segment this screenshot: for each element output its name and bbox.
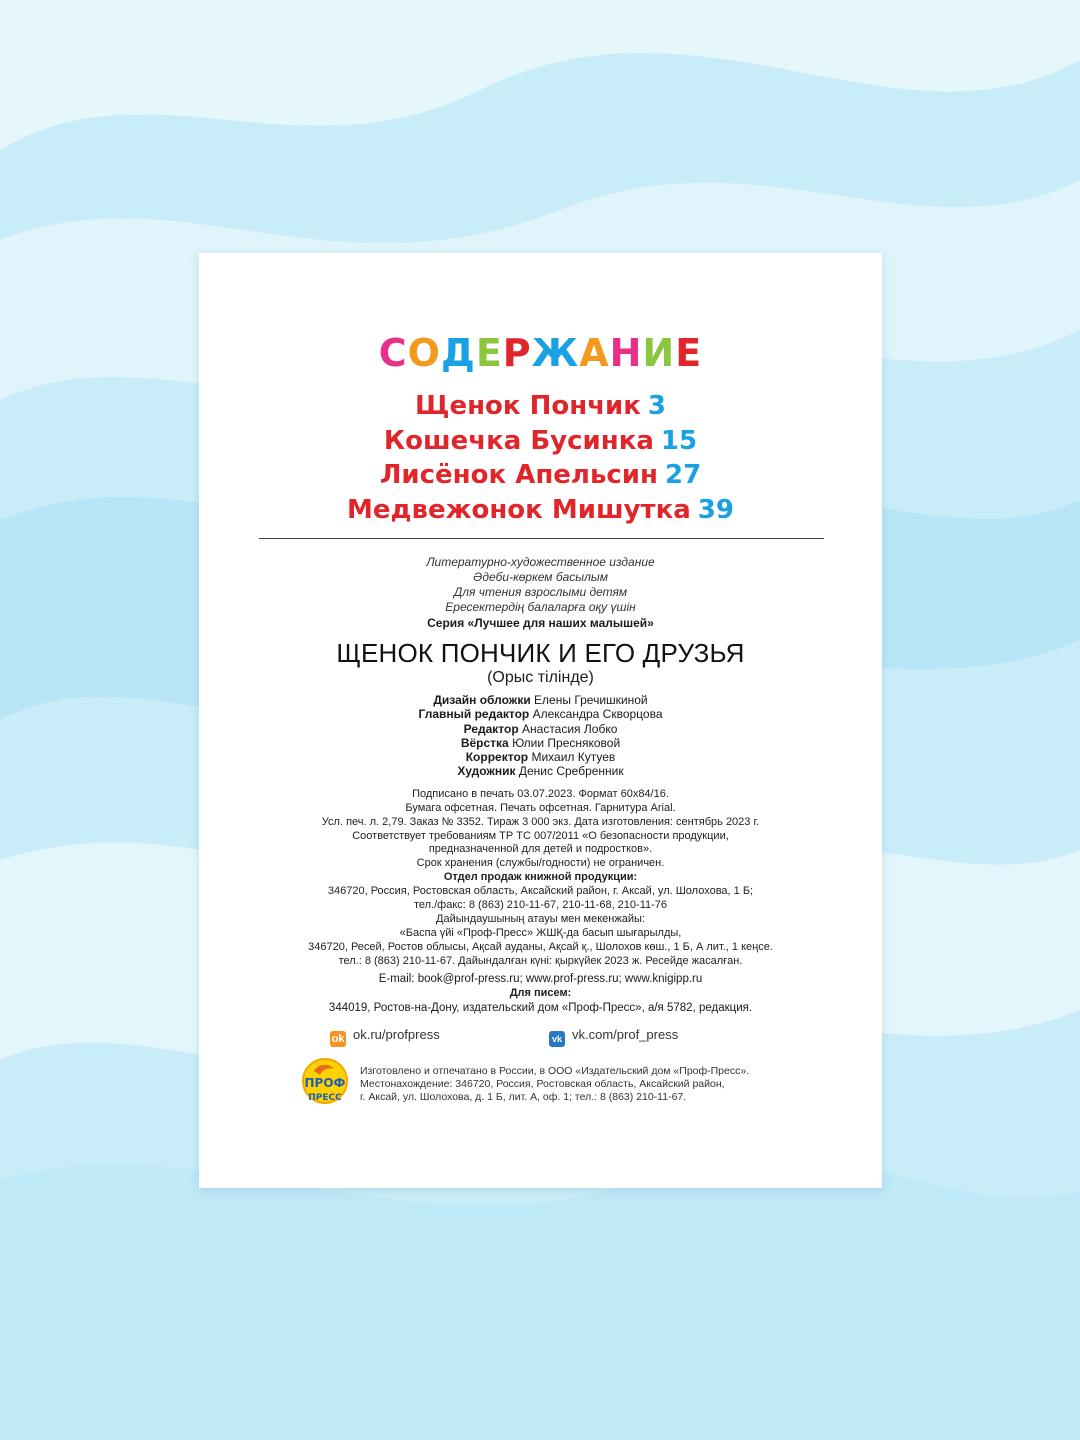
edition-type: Литературно-художественное издание bbox=[426, 555, 655, 569]
letters-address: 344019, Ростов-на-Дону, издательский дом «Проф-Пресс», а/я 5782, редакция. bbox=[328, 1002, 753, 1015]
heading-letter: Ж bbox=[531, 331, 580, 375]
credit-line: Главный редактор Александра Скворцова bbox=[418, 707, 663, 722]
technical-line: 346720, Россия, Ростовская область, Аксайский район, г. Аксай, ул. Шолохова, 1 Б; bbox=[327, 885, 754, 898]
svg-text:ПРЕСС: ПРЕСС bbox=[308, 1093, 342, 1103]
audience-note-kazakh: Ересектердің балаларға оқу үшін bbox=[445, 600, 636, 614]
technical-line: Срок хранения (службы/годности) не ограничен. bbox=[416, 857, 665, 870]
heading-letter: А bbox=[579, 331, 610, 375]
contact-email-line: E-mail: book@prof-press.ru; www.prof-press.ru; www.knigipp.ru bbox=[378, 972, 703, 985]
heading-letter: И bbox=[642, 331, 676, 375]
language-note: (Орыс тілінде) bbox=[487, 669, 594, 686]
toc-page-number: 27 bbox=[665, 460, 702, 490]
book-page bbox=[199, 253, 882, 1188]
toc-page-number: 39 bbox=[697, 494, 734, 525]
technical-line: тел./факс: 8 (863) 210-11-67, 210-11-68, 210-11-76 bbox=[413, 899, 668, 912]
technical-line: Усл. печ. л. 2,79. Заказ № 3352. Тираж 3 000 экз. Дата изготовления: сентябрь 2023 г. bbox=[321, 815, 760, 828]
edition-type-kazakh: Әдеби-көркем басылым bbox=[473, 570, 608, 584]
technical-line: Соответствует требованиям ТР ТС 007/2011 «О безопасности продукции, bbox=[352, 829, 729, 842]
divider bbox=[259, 538, 824, 539]
toc-page-number: 3 bbox=[647, 391, 667, 421]
odnoklassniki-icon: ok bbox=[331, 1033, 345, 1045]
technical-line: предназначенной для детей и подростков». bbox=[428, 843, 653, 856]
toc-item: Медвежонок Мишутка 39 bbox=[347, 494, 734, 525]
heading-letter: Р bbox=[502, 331, 532, 375]
toc-item: Лисёнок Апельсин 27 bbox=[379, 460, 702, 490]
table-of-contents bbox=[199, 389, 882, 527]
printer-info: Изготовлено и отпечатано в России, в ООО «Издательский дом «Проф-Пресс». Местонахождение: 346720, Россия, Ростовская область, Аксайский район, г. Аксай, ул. Шолохова, д. 1 Б, лит. А, оф. 1; тел.: 8 (863) 210-11-67. bbox=[360, 1065, 750, 1104]
heading-letter: Е bbox=[675, 331, 703, 375]
technical-line: тел.: 8 (863) 210-11-67. Дайындалған күні: қыркүйек 2023 ж. Ресейде жасалған. bbox=[338, 954, 743, 967]
heading-letter: С bbox=[378, 331, 408, 375]
toc-page-number: 15 bbox=[660, 425, 698, 456]
technical-line: Бумага офсетная. Печать офсетная. Гарнитура Arial. bbox=[405, 801, 676, 814]
technical-line: 346720, Ресей, Ростов облысы, Ақсай ауданы, Ақсай қ., Шолохов көш., 1 Б, А лит., 1 кеңсе. bbox=[308, 940, 773, 953]
audience-note: Для чтения взрослыми детям bbox=[453, 585, 628, 599]
book-title: ЩЕНОК ПОНЧИК И ЕГО ДРУЗЬЯ bbox=[336, 638, 745, 668]
toc-heading bbox=[199, 331, 882, 375]
heading-letter: Н bbox=[609, 331, 643, 375]
imprint-block bbox=[199, 555, 882, 1016]
letters-label: Для писем: bbox=[509, 986, 572, 999]
technical-line: Подписано в печать 03.07.2023. Формат 60x84/16. bbox=[412, 787, 669, 800]
credit-line: Корректор Михаил Кутуев bbox=[465, 750, 616, 765]
social-vk-link[interactable]: vk vk.com/prof_press bbox=[549, 1027, 678, 1047]
heading-letter: Д bbox=[440, 331, 476, 375]
technical-line: Отдел продаж книжной продукции: bbox=[443, 871, 638, 884]
toc-item: Кошечка Бусинка 15 bbox=[383, 425, 698, 456]
credits bbox=[199, 693, 882, 779]
technical-info bbox=[199, 788, 882, 969]
heading-letter: Е bbox=[475, 331, 503, 375]
technical-line: Дайындаушының атауы мен мекенжайы: bbox=[436, 912, 645, 925]
credit-line: Дизайн обложки Елены Гречишкиной bbox=[433, 693, 648, 707]
credit-line: Редактор Анастасия Лобко bbox=[463, 721, 618, 736]
publisher-logo bbox=[300, 1057, 350, 1107]
credit-line: Художник Денис Сребренник bbox=[457, 764, 624, 779]
heading-letter: О bbox=[407, 331, 441, 375]
credit-line: Вёрстка Юлии Пресняковой bbox=[460, 735, 621, 750]
svg-text:ПРОФ: ПРОФ bbox=[304, 1076, 346, 1090]
technical-line: «Баспа үйі «Проф-Пресс» ЖШҚ-да басып шығарылды, bbox=[399, 926, 682, 939]
toc-item: Щенок Пончик 3 bbox=[414, 391, 667, 421]
social-ok-link[interactable]: ok ok.ru/profpress bbox=[331, 1027, 440, 1045]
vk-icon: vk bbox=[549, 1031, 565, 1047]
series-line: Серия «Лучшее для наших малышей» bbox=[427, 616, 654, 630]
